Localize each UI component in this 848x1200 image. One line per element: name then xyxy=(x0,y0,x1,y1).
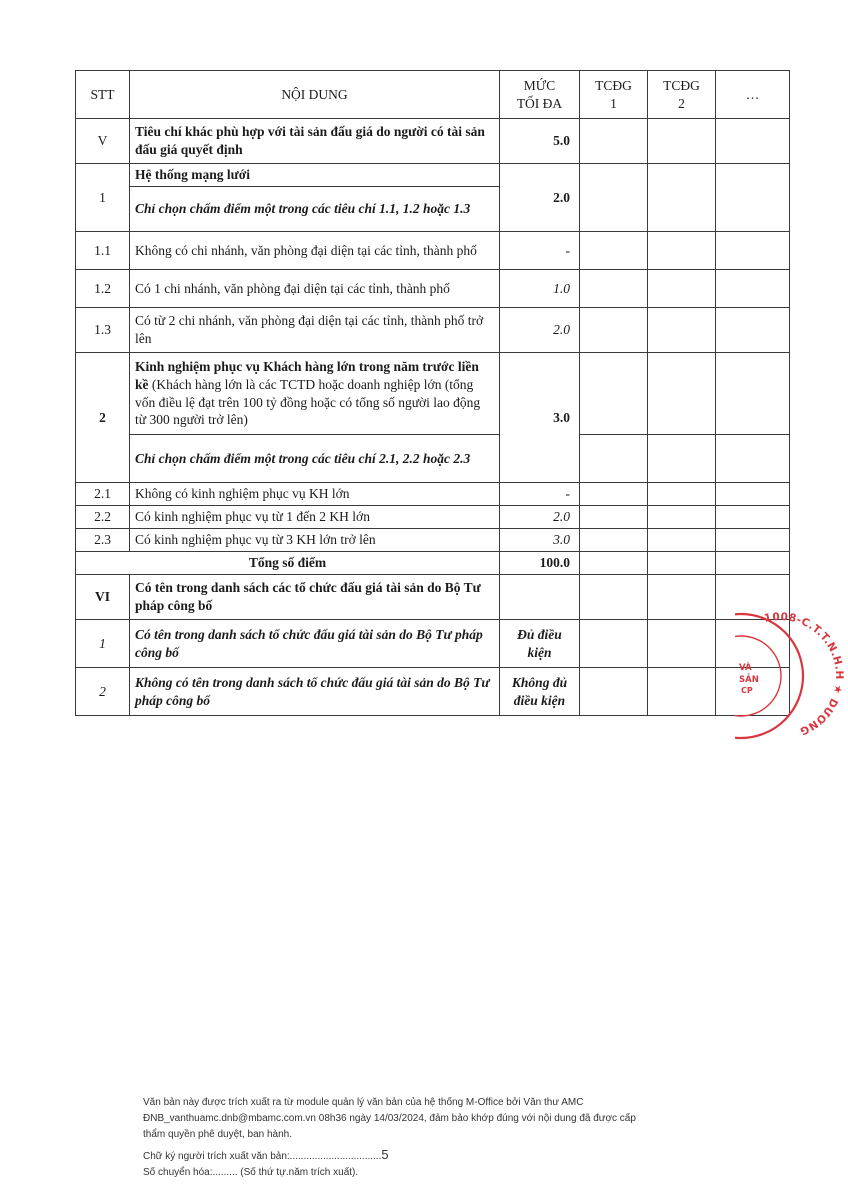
table-row xyxy=(76,308,790,353)
tcdg2-cell xyxy=(648,119,716,164)
table-row xyxy=(76,119,790,164)
row-content-rest: (Khách hàng lớn là các TCTD hoặc doanh nghiệp lớn (tổng vốn điều lệ đạt trên 100 tỷ đồng hoặc có tổng số người lao động từ 300 người trở lên) xyxy=(135,376,481,428)
row-stt: 1 xyxy=(76,164,130,232)
tcdg2-cell xyxy=(648,435,716,483)
tcdg2-cell xyxy=(648,529,716,552)
extraction-footer xyxy=(143,1095,723,1181)
row-stt: VI xyxy=(76,575,130,620)
more-cell xyxy=(716,119,790,164)
row-content: Có tên trong danh sách các tổ chức đấu giá tài sản do Bộ Tư pháp công bố xyxy=(130,575,500,620)
row-content: Không có chi nhánh, văn phòng đại diện tại các tỉnh, thành phố xyxy=(130,232,500,270)
table-row xyxy=(76,575,790,620)
table-row xyxy=(76,270,790,308)
tcdg1-cell xyxy=(580,506,648,529)
footer-line-1: Văn bản này được trích xuất ra từ module quản lý văn bản của hệ thống M-Office bởi Văn thư AMC xyxy=(143,1097,584,1108)
more-cell xyxy=(716,483,790,506)
row-content: Không có tên trong danh sách tổ chức đấu giá tài sản do Bộ Tư pháp công bố xyxy=(130,668,500,716)
row-max: Không đủ điều kiện xyxy=(500,668,580,716)
row-max: 1.0 xyxy=(500,270,580,308)
row-max: 3.0 xyxy=(500,529,580,552)
table-row xyxy=(76,483,790,506)
svg-text:VÀ: VÀ xyxy=(739,663,752,673)
tcdg1-cell xyxy=(580,232,648,270)
row-content: Có 1 chi nhánh, văn phòng đại diện tại các tỉnh, thành phố xyxy=(130,270,500,308)
row-content: Hệ thống mạng lưới xyxy=(130,164,500,187)
row-stt: V xyxy=(76,119,130,164)
header-tcdg1: TCĐG 1 xyxy=(580,71,648,119)
table-row xyxy=(76,353,790,435)
tcdg1-cell xyxy=(580,552,648,575)
table-header-row xyxy=(76,71,790,119)
row-content: Có kinh nghiệm phục vụ từ 3 KH lớn trở lên xyxy=(130,529,500,552)
row-stt: 2 xyxy=(76,668,130,716)
row-content: Tiêu chí khác phù hợp với tài sản đấu giá do người có tài sản đấu giá quyết định xyxy=(130,119,500,164)
more-cell xyxy=(716,529,790,552)
total-value: 100.0 xyxy=(500,552,580,575)
tcdg2-cell xyxy=(648,668,716,716)
more-cell xyxy=(716,308,790,353)
more-cell xyxy=(716,270,790,308)
tcdg1-cell xyxy=(580,575,648,620)
table-row xyxy=(76,620,790,668)
table-row xyxy=(76,232,790,270)
table-row xyxy=(76,506,790,529)
table-row xyxy=(76,668,790,716)
row-content xyxy=(130,353,500,435)
seal-graphic xyxy=(735,612,845,740)
row-max: - xyxy=(500,232,580,270)
tcdg2-cell xyxy=(648,270,716,308)
row-max: 2.0 xyxy=(500,308,580,353)
row-stt: 2.2 xyxy=(76,506,130,529)
row-note: Chỉ chọn chấm điểm một trong các tiêu chí 1.1, 1.2 hoặc 1.3 xyxy=(130,187,500,232)
row-content: Có từ 2 chi nhánh, văn phòng đại diện tại các tỉnh, thành phố trở lên xyxy=(130,308,500,353)
row-max: 3.0 xyxy=(500,353,580,483)
tcdg1-cell xyxy=(580,620,648,668)
tcdg2-cell xyxy=(648,232,716,270)
svg-text:1008-C.T.T.N.H.H ★ DƯƠNG: 1008-C.T.T.N.H.H ★ DƯƠNG xyxy=(763,612,845,738)
tcdg1-cell xyxy=(580,668,648,716)
tcdg1-cell xyxy=(580,435,648,483)
row-stt: 2 xyxy=(76,353,130,483)
row-stt: 1.1 xyxy=(76,232,130,270)
tcdg2-cell xyxy=(648,308,716,353)
more-cell xyxy=(716,232,790,270)
more-cell xyxy=(716,164,790,232)
total-row xyxy=(76,552,790,575)
tcdg2-cell xyxy=(648,506,716,529)
header-tcdg2: TCĐG 2 xyxy=(648,71,716,119)
tcdg1-cell xyxy=(580,119,648,164)
more-cell xyxy=(716,506,790,529)
company-seal-stamp xyxy=(735,612,845,740)
row-content: Có kinh nghiệm phục vụ từ 1 đến 2 KH lớn xyxy=(130,506,500,529)
row-stt: 2.3 xyxy=(76,529,130,552)
tcdg1-cell xyxy=(580,308,648,353)
tcdg2-cell xyxy=(648,164,716,232)
row-stt: 1.3 xyxy=(76,308,130,353)
more-cell xyxy=(716,435,790,483)
header-more: … xyxy=(716,71,790,119)
table-row xyxy=(76,164,790,187)
footer-line-2: ĐNB_vanthuamc.dnb@mbamc.com.vn 08h36 ngày 14/03/2024, đảm bảo khớp đúng với nội dung đã được cấp xyxy=(143,1113,636,1125)
tcdg1-cell xyxy=(580,353,648,435)
row-max: 2.0 xyxy=(500,164,580,232)
tcdg1-cell xyxy=(580,529,648,552)
total-label: Tổng số điểm xyxy=(76,552,500,575)
row-content: Không có kinh nghiệm phục vụ KH lớn xyxy=(130,483,500,506)
row-note: Chỉ chọn chấm điểm một trong các tiêu chí 2.1, 2.2 hoặc 2.3 xyxy=(130,435,500,483)
tcdg2-cell xyxy=(648,353,716,435)
tcdg1-cell xyxy=(580,270,648,308)
row-stt: 1 xyxy=(76,620,130,668)
tcdg2-cell xyxy=(648,620,716,668)
criteria-table xyxy=(75,70,790,716)
tcdg1-cell xyxy=(580,164,648,232)
footer-line-4 xyxy=(143,1144,723,1165)
header-muc-toi-da: MỨC TỐI ĐA xyxy=(500,71,580,119)
footer-line-5: Số chuyển hóa:......... (Số thứ tự.năm trích xuất). xyxy=(143,1166,359,1178)
svg-text:SẢN: SẢN xyxy=(739,675,759,685)
table-row-note xyxy=(76,435,790,483)
tcdg2-cell xyxy=(648,575,716,620)
row-max: Đủ điều kiện xyxy=(500,620,580,668)
row-content: Có tên trong danh sách tổ chức đấu giá tài sản do Bộ Tư pháp công bố xyxy=(130,620,500,668)
tcdg2-cell xyxy=(648,552,716,575)
footer-line-3: thẩm quyền phê duyệt, ban hành. xyxy=(143,1129,293,1141)
header-noi-dung: NỘI DUNG xyxy=(130,71,500,119)
row-max xyxy=(500,575,580,620)
tcdg2-cell xyxy=(648,483,716,506)
row-max: 2.0 xyxy=(500,506,580,529)
table-row xyxy=(76,529,790,552)
header-stt: STT xyxy=(76,71,130,119)
svg-text:CP: CP xyxy=(741,686,753,695)
more-cell xyxy=(716,353,790,435)
signature-line: Chữ ký người trích xuất văn bản:................................. xyxy=(143,1150,382,1162)
row-stt: 1.2 xyxy=(76,270,130,308)
row-stt: 2.1 xyxy=(76,483,130,506)
tcdg1-cell xyxy=(580,483,648,506)
row-content-bold: Kinh nghiệm phục vụ Khách hàng lớn trong năm trước liền kề xyxy=(135,358,479,392)
more-cell xyxy=(716,552,790,575)
page-number: 5 xyxy=(381,1146,389,1162)
row-max: - xyxy=(500,483,580,506)
row-max: 5.0 xyxy=(500,119,580,164)
